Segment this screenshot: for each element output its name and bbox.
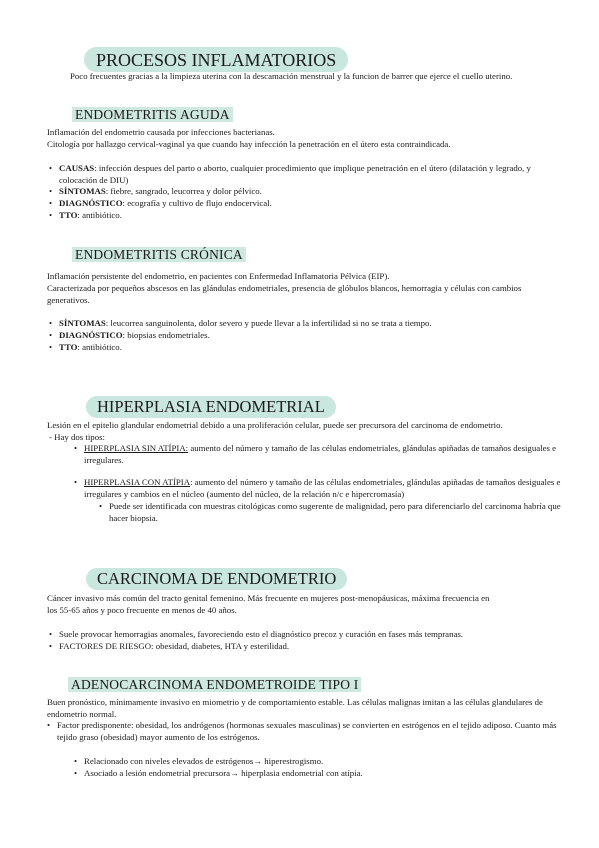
- paragraph: Buen pronóstico, mínimamente invasivo en miometrio y de comportamiento estable. Las células malignas imitan a las células glandulares de endometrio normal.: [47, 697, 543, 719]
- list-item: [49, 629, 569, 641]
- list-item: [47, 720, 557, 743]
- bullet-icon: •: [49, 342, 53, 352]
- list-item: [49, 330, 559, 342]
- bullet-icon: •: [47, 720, 51, 730]
- list-item: [74, 443, 574, 466]
- list-label: CAUSAS: [59, 163, 95, 173]
- bullet-icon: •: [99, 501, 103, 511]
- list-text: Factor predisponente: obesidad, los andrógenos (hormonas sexuales masculinas) se convierten en estrógenos en el tejido adiposo. Cuanto más tejido graso (obesidad) mayor aumento de los estrógenos.: [57, 720, 557, 742]
- section-title-adenocarcinoma-endometroide: ADENOCARCINOMA ENDOMETROIDE TIPO I: [68, 677, 361, 692]
- list-text: : biopsias endometriales.: [122, 330, 210, 340]
- bullet-icon: •: [74, 477, 78, 487]
- list-item: [49, 318, 559, 330]
- list-text: : antibiótico.: [77, 210, 122, 220]
- list-label: DIAGNÓSTICO: [59, 198, 123, 208]
- section-title-hiperplasia-endometrial: HIPERPLASIA ENDOMETRIAL: [86, 396, 336, 418]
- list-label: HIPERPLASIA SIN ATÍPIA:: [84, 443, 189, 453]
- list-label: SÍNTOMAS: [59, 318, 106, 328]
- list-label: HIPERPLASIA CON ATÍPIA: [84, 477, 191, 487]
- list-text: FACTORES DE RIESGO: obesidad, diabetes, HTA y esterilidad.: [59, 641, 290, 651]
- bullet-icon: •: [49, 186, 53, 196]
- bullet-icon: •: [74, 768, 78, 778]
- section-title-endometritis-cronica: ENDOMETRITIS CRÓNICA: [72, 247, 246, 262]
- list-text: : ecografía y cultivo de flujo endocervical.: [122, 198, 272, 208]
- bullet-icon: •: [74, 756, 78, 766]
- paragraph: Citología por hallazgo cervical-vaginal ya que cuando hay infección la penetración en el útero esta contraindicada.: [47, 139, 451, 149]
- paragraph: Inflamación persistente del endometrio, en pacientes con Enfermedad Inflamatoria Pélvica (EIP).: [47, 271, 390, 281]
- list-text: Suele provocar hemorragias anomales, favoreciendo esto el diagnóstico precoz y curación en fases más tempranas.: [59, 629, 464, 639]
- list-item: [49, 198, 559, 210]
- paragraph: - Hay dos tipos:: [49, 432, 105, 442]
- list-text: : leucorrea sanguinolenta, dolor severo y puede llevar a la infertilidad si no se trata a tiempo.: [105, 318, 432, 328]
- bullet-icon: •: [49, 641, 53, 651]
- bullet-icon: •: [49, 318, 53, 328]
- bullet-icon: •: [49, 198, 53, 208]
- list-item: [99, 501, 564, 524]
- bullet-icon: •: [49, 210, 53, 220]
- bullet-icon: •: [49, 629, 53, 639]
- bullet-icon: •: [74, 443, 78, 453]
- section-title-carcinoma-de-endometrio: CARCINOMA DE ENDOMETRIO: [86, 568, 347, 590]
- list-item: [74, 768, 554, 780]
- paragraph: Lesión en el epitelio glandular endometrial debido a una proliferación celular, puede ser precursora del carcinoma de endometrio.: [47, 420, 503, 430]
- list-text: : aumento del número y tamaño de las células endometriales, glándulas apiñadas de tamaños desiguales e irregulares y cambios en el núcleo (aumento del núcleo, de la relación n/c e hipercromasía): [84, 477, 561, 499]
- bullet-icon: •: [49, 330, 53, 340]
- list-text: : fiebre, sangrado, leucorrea y dolor pélvico.: [105, 186, 262, 196]
- paragraph: Caracterizada por pequeños abscesos en las glándulas endometriales, presencia de glóbulos blancos, hemorragia y células con cambios generativos.: [47, 283, 522, 305]
- list-label: SÍNTOMAS: [59, 186, 106, 196]
- list-text: Relacionado con niveles elevados de estrógenos→ hiperestrogismo.: [84, 756, 324, 766]
- section-title-procesos-inflamatorios: PROCESOS INFLAMATORIOS: [84, 47, 348, 72]
- list-text: : infección despues del parto o aborto, cualquier procedimiento que implique penetración en el útero (dilatación y legrado, y colocación de DIU): [59, 163, 531, 185]
- list-item: [49, 163, 559, 186]
- list-item: [74, 477, 574, 500]
- list-text: Puede ser identificada con muestras citológicas como sugerente de malignidad, pero para diferenciarlo del carcinoma habría que hacer biopsia.: [109, 501, 561, 523]
- paragraph: Cáncer invasivo más común del tracto genital femenino. Más frecuente en mujeres post-menopáusicas, máxima frecuencia en los 55-65 años y poco frecuente en menos de 40 años.: [47, 593, 490, 615]
- intro-paragraph: Poco frecuentes gracias a la limpieza uterina con la descamación menstrual y la funcion de barrer que ejerce el cuello uterino.: [70, 71, 513, 81]
- paragraph: Inflamación del endometrio causada por infecciones bacterianas.: [47, 127, 275, 137]
- list-text: Asociado a lesión endometrial precursora→ hiperplasia endometrial con atípia.: [84, 768, 363, 778]
- list-item: [49, 186, 559, 198]
- list-text: : antibiótico.: [77, 342, 122, 352]
- list-text: aumento del número y tamaño de las células endometriales, glándulas apiñadas de tamaños desiguales e irregulares.: [84, 443, 557, 465]
- list-item: [49, 641, 569, 653]
- bullet-icon: •: [49, 163, 53, 173]
- section-title-endometritis-aguda: ENDOMETRITIS AGUDA: [72, 107, 233, 122]
- list-item: [74, 756, 554, 768]
- list-label: DIAGNÓSTICO: [59, 330, 123, 340]
- list-label: TTO: [59, 210, 78, 220]
- list-item: [49, 342, 559, 354]
- list-item: [49, 210, 559, 222]
- list-label: TTO: [59, 342, 78, 352]
